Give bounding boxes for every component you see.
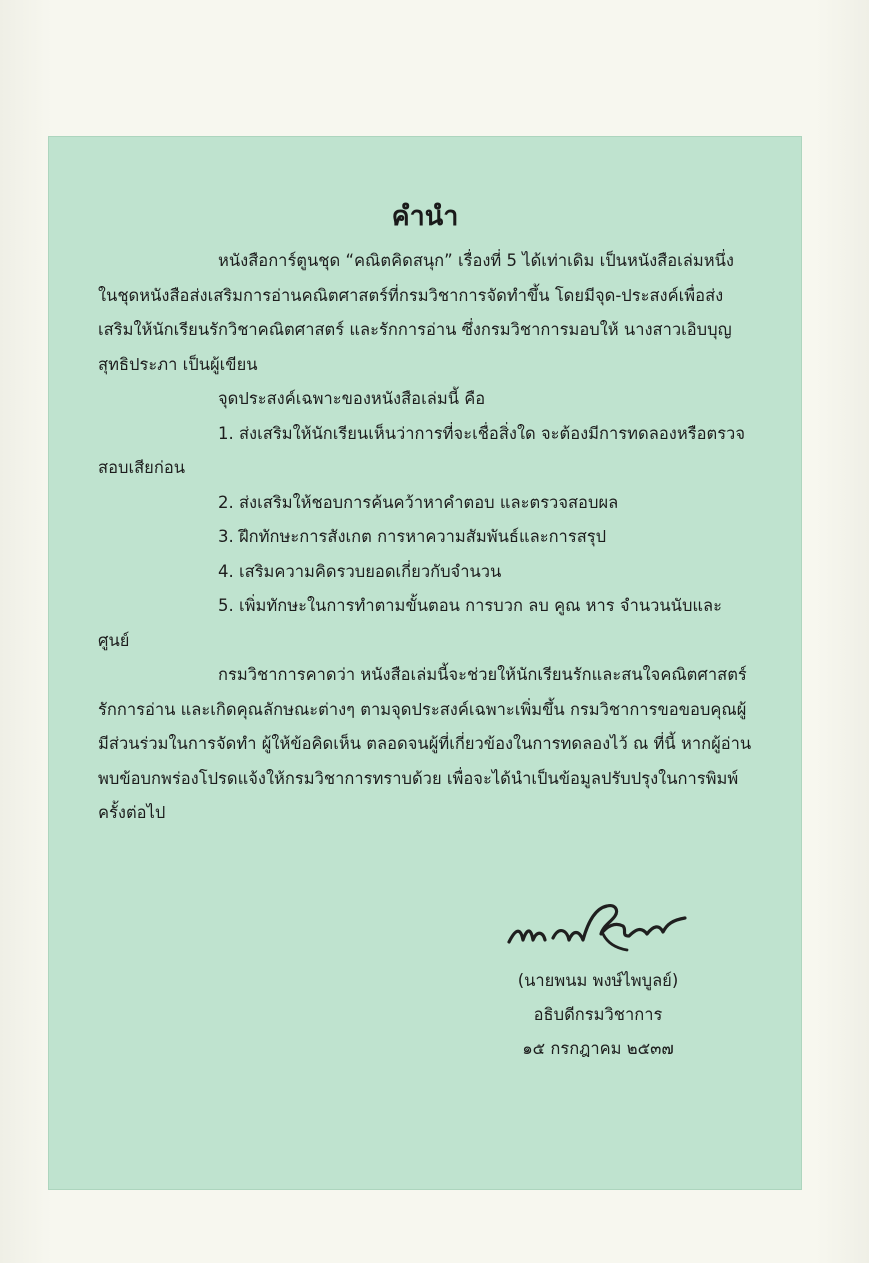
objective-item: 5. เพิ่มทักษะในการทำตามขั้นตอน การบวก ลบ คูณ หาร จำนวนนับและศูนย์ — [98, 596, 723, 650]
signer-position: อธิบดีกรมวิชาการ — [533, 1005, 663, 1024]
objective-item: 4. เสริมความคิดรวบยอดเกี่ยวกับจำนวน — [218, 561, 502, 581]
objective-item: 3. ฝึกทักษะการสังเกต การหาความสัมพันธ์และการสรุป — [218, 527, 607, 546]
signature-date: ๑๕ กรกฎาคม ๒๕๓๗ — [522, 1039, 674, 1058]
objective-item: 2. ส่งเสริมให้ชอบการค้นคว้าหาคำตอบ และตรวจสอบผล — [218, 492, 619, 512]
preface-body — [98, 244, 752, 831]
objective-item: 1. ส่งเสริมให้นักเรียนเห็นว่าการที่จะเชื่อสิ่งใด จะต้องมีการทดลองหรือตรวจสอบเสียก่อน — [98, 423, 745, 477]
preface-panel — [48, 136, 802, 1190]
objectives-intro: จุดประสงค์เฉพาะของหนังสือเล่มนี้ คือ — [218, 389, 486, 408]
page-title: คำนำ — [391, 201, 459, 232]
signer-name: (นายพนม พงษ์ไพบูลย์) — [517, 971, 679, 990]
intro-paragraph: หนังสือการ์ตูนชุด “คณิตคิดสนุก” เรื่องที่ 5 ได้เท่าเดิม เป็นหนังสือเล่มหนึ่งในชุดหนังสือส่งเสริมการอ่านคณิตศาสตร์ที่กรมวิชาการจัดทำขึ้น โดยมีจุด-ประสงค์เพื่อส่งเสริมให้นักเรียนรักวิชาคณิตศาสตร์ และรักการอ่าน ซึ่งกรมวิชาการมอบให้ นางสาวเอิบบุญ สุทธิประภา เป็นผู้เขียน — [98, 251, 734, 374]
signature-block — [468, 896, 728, 1066]
handwritten-signature — [503, 896, 693, 958]
closing-paragraph: กรมวิชาการคาดว่า หนังสือเล่มนี้จะช่วยให้นักเรียนรักและสนใจคณิตศาสตร์ รักการอ่าน และเกิดคุณลักษณะต่างๆ ตามจุดประสงค์เฉพาะเพิ่มขึ้น กรมวิชาการขอขอบคุณผู้มีส่วนร่วมในการจัดทำ ผู้ให้ข้อคิดเห็น ตลอดจนผู้ที่เกี่ยวข้องในการทดลองไว้ ณ ที่นี้ หากผู้อ่านพบข้อบกพร่องโปรดแจ้งให้กรมวิชาการทราบด้วย เพื่อจะได้นำเป็นข้อมูลปรับปรุงในการพิมพ์ครั้งต่อไป — [98, 665, 752, 822]
